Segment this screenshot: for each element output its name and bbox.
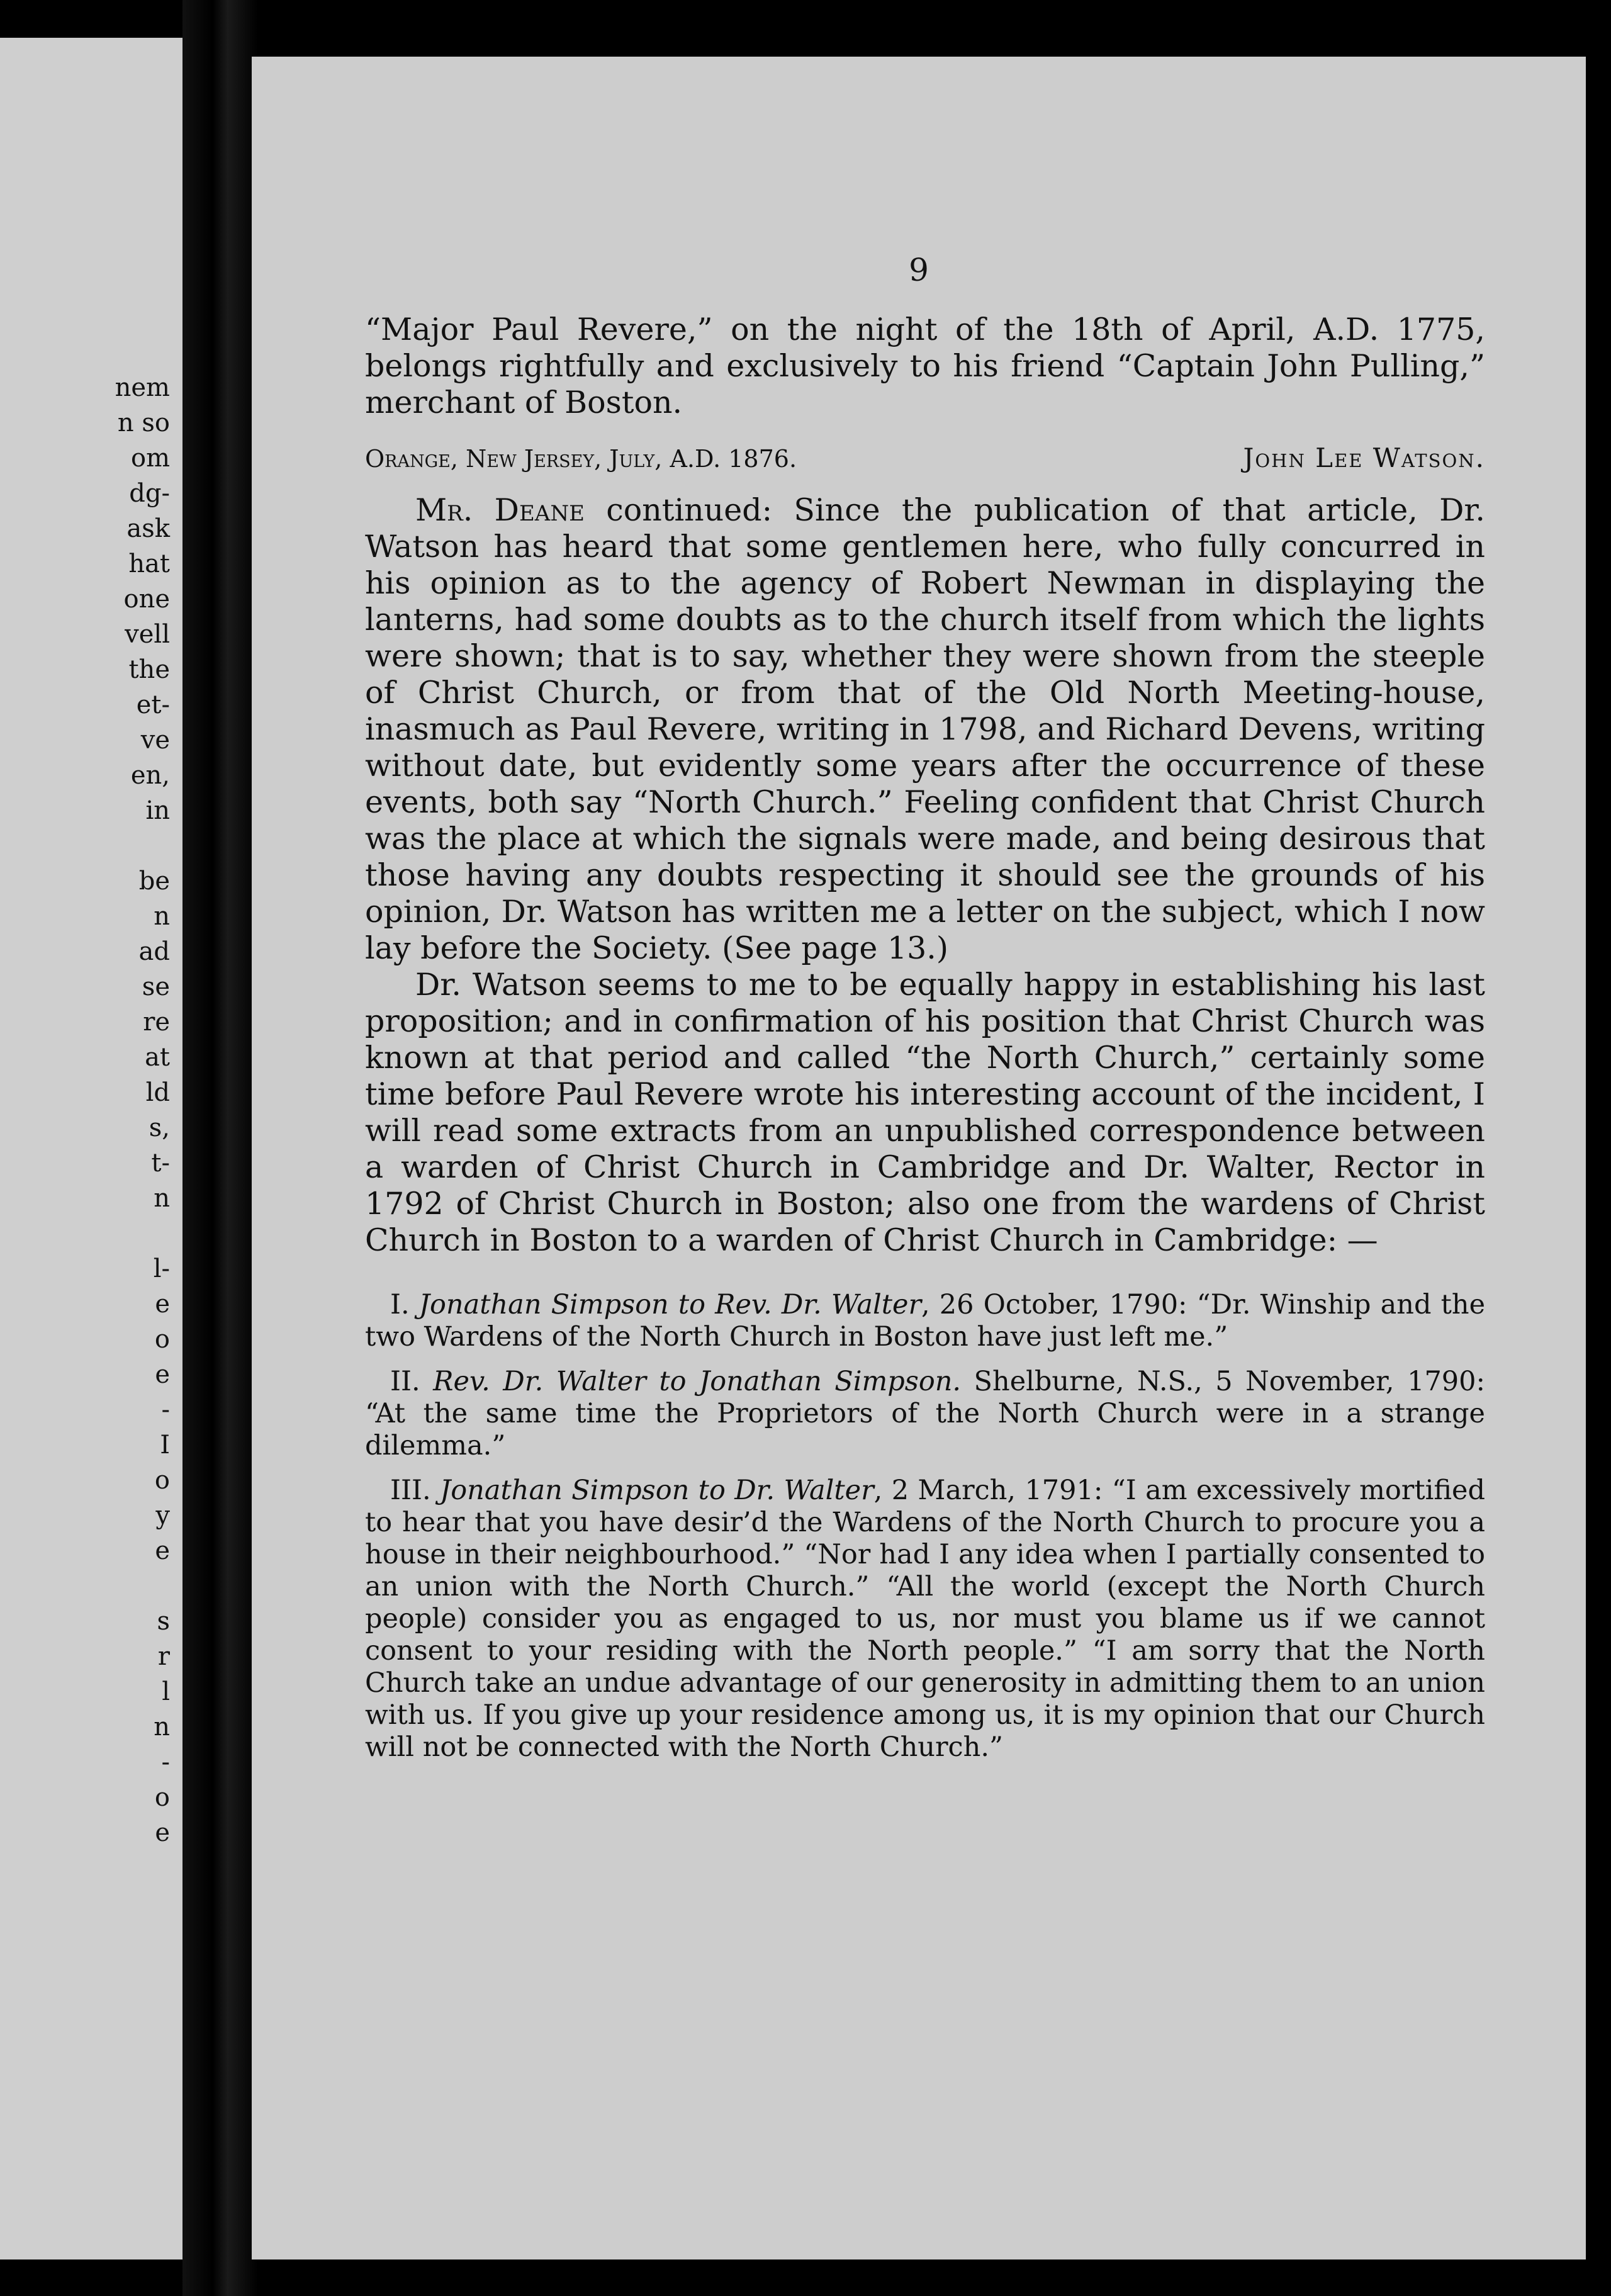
left-page-fragment: se	[142, 972, 170, 1001]
extract-title: Jonathan Simpson to Rev. Dr. Walter	[418, 1289, 922, 1320]
left-page-fragment: o	[154, 1783, 170, 1812]
left-page-fragment: the	[128, 655, 170, 684]
left-page-fragment: y	[155, 1501, 170, 1530]
scan-border	[1586, 0, 1611, 2296]
left-page-fragment: e	[155, 1818, 170, 1847]
book-gutter	[182, 0, 258, 2296]
extract-title: Jonathan Simpson to Dr. Walter	[440, 1475, 874, 1506]
left-page-fragment: n so	[117, 408, 170, 437]
page-number: 9	[909, 252, 929, 288]
left-page-fragment: t-	[151, 1149, 170, 1178]
speaker-name: Mr. Deane	[415, 492, 585, 528]
left-page-fragment: l	[162, 1677, 170, 1706]
left-page-fragment: -	[161, 1748, 170, 1777]
extract-text: Shelburne, N.S., 5 November, 1790: “At the same time the Proprietors of the North Church were in a strange dilemma.”	[365, 1366, 1485, 1461]
left-page-fragment: en,	[130, 761, 170, 790]
left-page-fragment: n	[154, 1184, 170, 1213]
opening-paragraph: “Major Paul Revere,” on the night of the 18th of April, A.D. 1775, belongs rightfully and exclusively to his friend “Captain John Pulling,” merchant of Boston.	[365, 312, 1485, 420]
paragraph-text: continued: Since the publication of that article, Dr. Watson has heard that some gentlemen here, who fully concurred in his opinion as to the agency of Robert Newman in displaying the lanterns, had some doubts as to the church itself from which the lights were shown; that is to say, whether they were shown from the steeple of Christ Church, or from that of the Old North Meeting-house, inasmuch as Paul Revere, writing in 1798, and Richard Devens, writing without date, but evidently some years after the occurrence of these events, both say “North Church.” Feeling confident that Christ Church was the place at which the signals were made, and being desirous that those having any doubts respecting it should see the grounds of his opinion, Dr. Watson has written me a letter on the subject, which I now lay before the Society. (See page 13.)	[365, 492, 1485, 966]
main-page	[252, 57, 1586, 2259]
left-page-fragment: l-	[153, 1254, 170, 1283]
extract-text: , 26 October, 1790: “Dr. Winship and the two Wardens of the North Church in Boston have just left me.”	[365, 1289, 1486, 1353]
left-page-fragment: vell	[125, 620, 170, 649]
left-page-fragment: om	[130, 444, 170, 473]
extract-2	[365, 1366, 1485, 1462]
left-page-fragment: ad	[138, 937, 170, 966]
left-page-fragment: ld	[145, 1078, 170, 1107]
paragraph-watson: Dr. Watson seems to me to be equally happy in establishing his last proposition; and in confirmation of his position that Christ Church was known at that period and called “the North Church,” certainly some time before Paul Revere wrote his interesting account of the incident, I will read some extracts from an unpublished correspondence between a warden of Christ Church in Cambridge and Dr. Walter, Rector in 1792 of Christ Church in Boston; also one from the wardens of Christ Church in Boston to a warden of Christ Church in Cambridge: —	[365, 967, 1485, 1258]
left-page-fragment: in	[145, 796, 170, 825]
left-page-fragment: e	[155, 1290, 170, 1319]
left-page-fragment: r	[157, 1642, 170, 1671]
left-page-fragment: n	[154, 1713, 170, 1742]
signature-name: John Lee Watson.	[1243, 442, 1485, 473]
extract-title: Rev. Dr. Walter to Jonathan Simpson.	[433, 1366, 962, 1397]
left-page-fragment: s	[157, 1607, 170, 1636]
left-page-fragment: s,	[149, 1113, 170, 1142]
extract-1	[365, 1289, 1485, 1353]
left-page-fragment: re	[143, 1008, 170, 1037]
paragraph-deane	[365, 492, 1485, 967]
left-page-fragment: nem	[115, 373, 170, 402]
left-page-fragment: I	[160, 1431, 170, 1460]
left-page-fragment: one	[123, 585, 170, 614]
left-page-fragment: be	[138, 867, 170, 896]
extract-text: , 2 March, 1791: “I am excessively mortified to hear that you have desir’d the Wardens of the North Church to procure you a house in their neighbourhood.” “Nor had I any idea when I partially consented to an union with the North Church.” “All the world (except the North Church people) consider you as engaged to us, nor must you blame us if we cannot consent to your residing with the North people.” “I am sorry that the North Church take an undue advantage of our generosity in admitting them to an union with us. If you give up your residence among us, it is my opinion that our Church will not be connected with the North Church.”	[365, 1475, 1486, 1763]
extract-number: II.	[390, 1366, 420, 1397]
left-page-fragment: hat	[128, 549, 170, 578]
left-page-fragment: -	[161, 1395, 170, 1424]
signature-place: Orange, New Jersey, July, A.D. 1876.	[365, 445, 797, 473]
left-page-fragment: e	[155, 1360, 170, 1389]
extract-number: I.	[390, 1289, 410, 1320]
extract-number: III.	[390, 1475, 431, 1506]
page-content	[365, 312, 1485, 1764]
signature-line	[365, 442, 1485, 473]
left-page-fragment: o	[154, 1325, 170, 1354]
left-page-fragment: o	[154, 1466, 170, 1495]
extract-3	[365, 1475, 1485, 1764]
left-page-edge	[0, 38, 182, 2259]
left-page-fragment: at	[145, 1043, 170, 1072]
left-page-fragment: e	[155, 1536, 170, 1565]
left-page-fragment: et-	[136, 690, 170, 719]
left-page-fragment: ask	[126, 514, 170, 543]
left-page-fragment: dg-	[129, 479, 170, 508]
left-page-fragment: n	[154, 902, 170, 931]
left-page-fragment: ve	[140, 726, 170, 755]
